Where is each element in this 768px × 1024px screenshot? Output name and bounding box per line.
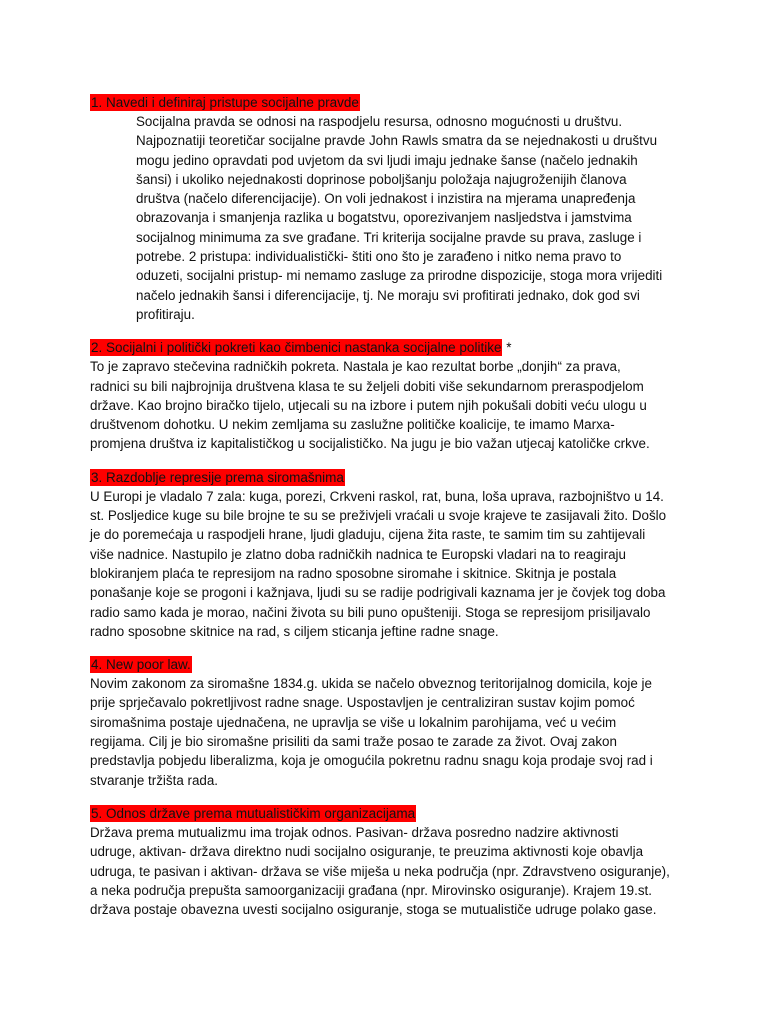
section-5-heading-line [90, 805, 692, 823]
section-5-heading: 5. Odnos države prema mutualističkim organizacijama [91, 805, 416, 821]
section-2-body: To je zapravo stečevina radničkih pokreta. Nastala je kao rezultat borbe „donjih“ za prava, radnici su bili najbrojnija društvena klasa te su željeli dobiti više sekundarnom preraspodjelom države. Kao brojno biračko tijelo, utjecali su na izbore i putem njih pokušali dobiti veću ulogu u društvenom dohotku. U nekim zemljama su zaslužne političke koalicije, te imamo Marxa- promjena društva iz kapitalističkog u socijalističko. Na jugu je bio važan utjecaj katoličke crkve. [90, 359, 650, 452]
section-2 [90, 339, 692, 453]
section-1-heading-line [90, 94, 692, 112]
section-2-heading-suffix: * [502, 340, 512, 356]
section-2-heading: 2. Socijalni i politički pokreti kao čimbenici nastanka socijalne politike [91, 340, 502, 356]
section-4 [90, 656, 692, 790]
section-2-heading-line [90, 339, 692, 357]
section-3-heading: 3. Razdoblje represije prema siromašnima [91, 469, 344, 485]
section-1-body: Socijalna pravda se odnosi na raspodjelu resursa, odnosno mogućnosti u društvu. Najpoznatiji teoretičar socijalne pravde John Rawls smatra da se nejednakosti u društvu mogu jedino opravdati pod uvjetom da svi ljudi imaju jednake šanse (načelo jednakih šansi) i ukoliko nejednakosti doprinose poboljšanju položaja najugroženijih članova društva (načelo diferencijacije). On voli jednakost i inzistira na mjerama unapređenja obrazovanja i smanjenja razlika u bogatstvu, oporezivanjem nasljedstva i jamstvima socijalnog minimuma za sve građane. Tri kriterija socijalne pravde su prava, zasluge i potrebe. 2 pristupa: individualistički- štiti ono što je zarađeno i nitko nema pravo to oduzeti, socijalni pristup- mi nemamo zasluge za prirodne dispozicije, stoga mora vrijediti načelo jednakih šansi i diferencijacije, tj. Ne moraju svi profitirati jednako, dok god svi profitiraju. [136, 114, 663, 322]
section-3-heading-line [90, 469, 692, 487]
section-4-heading: 4. New poor law. [91, 657, 191, 673]
section-4-body: Novim zakonom za siromašne 1834.g. ukida se načelo obveznog teritorijalnog domicila, koje je prije sprječavalo pokretljivost radne snage. Uspostavljen je centraliziran sustav kojim pomoć siromašnima postaje ujednačena, ne upravlja se više u lokalnim parohijama, već u većim regijama. Cilj je bio siromašne prisiliti da sami traže posao te zarade za život. Ovaj zakon predstavlja pobjedu liberalizma, koja je omogućila pokretnu radnu snagu koja prodaje svoj rad i stvaranje tržišta rada. [90, 676, 653, 788]
section-1 [90, 94, 692, 324]
section-4-heading-line [90, 656, 692, 674]
section-1-heading: 1. Navedi i definiraj pristupe socijalne pravde [91, 95, 359, 110]
section-5-body: Država prema mutualizmu ima trojak odnos. Pasivan- država posredno nadzire aktivnosti udruge, aktivan- država direktno nudi socijalno osiguranje, te preuzima aktivnosti koje obavlja udruga, te pasivan i aktivan- država se više miješa u neka područja (npr. Zdravstveno osiguranje), a neka područja prepušta samoorganizaciji građana (npr. Mirovinsko osiguranje). Krajem 19.st. država postaje obavezna uvesti socijalno osiguranje, stoga se mutualističe udruge polako gase. [90, 824, 670, 918]
section-3 [90, 469, 692, 641]
section-5 [90, 805, 692, 919]
document-content [90, 94, 692, 934]
section-3-body: U Europi je vladalo 7 zala: kuga, porezi, Crkveni raskol, rat, buna, loša uprava, razbojništvo u 14. st. Posljedice kuge su bile brojne te su se preživjeli vraćali u svoje krajeve te zasijavali žito. Došlo je do poremećaja u raspodjeli hrane, ljudi gladuju, cijena žita raste, te samim tim su zahtijevali više nadnice. Nastupilo je zlatno doba radničkih nadnica te Europski vladari na to reagiraju blokiranjem plaća te represijom na radno sposobne siromahe i skitnice. Skitnja je postala ponašanje koje se progoni i kažnjava, ljudi su se radije podrigivali kaznama jer je čovjek tog doba radio samo kada je morao, načini života su bili puno opušteniji. Stoga se represijom prisiljavalo radno sposobne skitnice na rad, s ciljem sticanja jeftine radne snage. [90, 488, 667, 639]
